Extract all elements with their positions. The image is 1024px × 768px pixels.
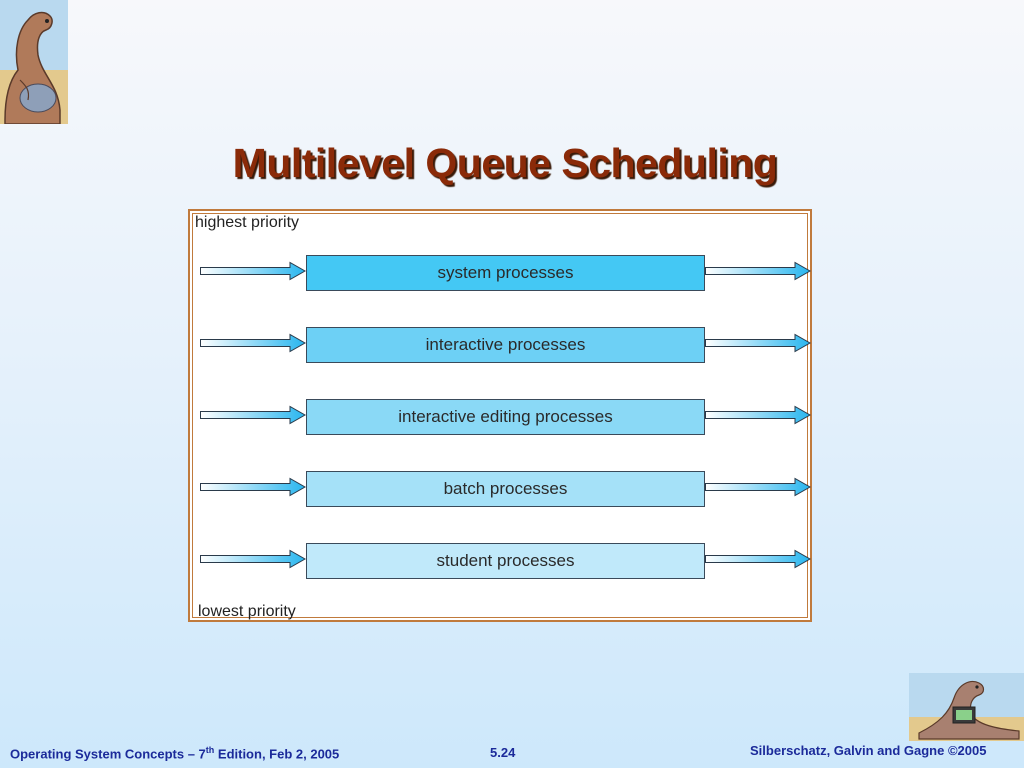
dinosaur-logo-icon bbox=[0, 0, 68, 124]
outgoing-arrow-icon bbox=[705, 406, 811, 424]
footer-page-number: 5.24 bbox=[490, 745, 516, 760]
slide-title: Multilevel Queue Scheduling bbox=[232, 140, 778, 186]
queue-label: system processes bbox=[437, 263, 574, 282]
outgoing-arrow-icon bbox=[705, 262, 811, 280]
incoming-arrow-icon bbox=[200, 550, 306, 568]
footer-copyright: Silberschatz, Galvin and Gagne ©2005 bbox=[750, 743, 987, 758]
outgoing-arrow-icon bbox=[705, 334, 811, 352]
queue-label: batch processes bbox=[443, 479, 568, 498]
outgoing-arrow-icon bbox=[705, 478, 811, 496]
queue-diagram bbox=[188, 209, 812, 622]
footer-course-superscript: th bbox=[205, 745, 215, 755]
footer-course-prefix: Operating System Concepts – 7 bbox=[10, 746, 206, 762]
dinosaur-laptop-logo-icon bbox=[909, 673, 1024, 741]
queue-interactive-editing-processes bbox=[306, 399, 705, 435]
queue-batch-processes bbox=[306, 471, 705, 507]
highest-priority-label: highest priority bbox=[195, 214, 300, 231]
incoming-arrow-icon bbox=[200, 478, 306, 496]
incoming-arrow-icon bbox=[200, 262, 306, 280]
outgoing-arrow-icon bbox=[705, 550, 811, 568]
queue-label: interactive editing processes bbox=[398, 407, 613, 426]
footer-course-title bbox=[10, 745, 339, 761]
incoming-arrow-icon bbox=[200, 406, 306, 424]
queue-interactive-processes bbox=[306, 327, 705, 363]
queue-system-processes bbox=[306, 255, 705, 291]
lowest-priority-label: lowest priority bbox=[198, 603, 296, 620]
queue-student-processes bbox=[306, 543, 705, 579]
queue-label: interactive processes bbox=[425, 335, 586, 354]
queue-label: student processes bbox=[436, 551, 575, 570]
incoming-arrow-icon bbox=[200, 334, 306, 352]
footer-course-suffix: Edition, Feb 2, 2005 bbox=[214, 746, 340, 762]
